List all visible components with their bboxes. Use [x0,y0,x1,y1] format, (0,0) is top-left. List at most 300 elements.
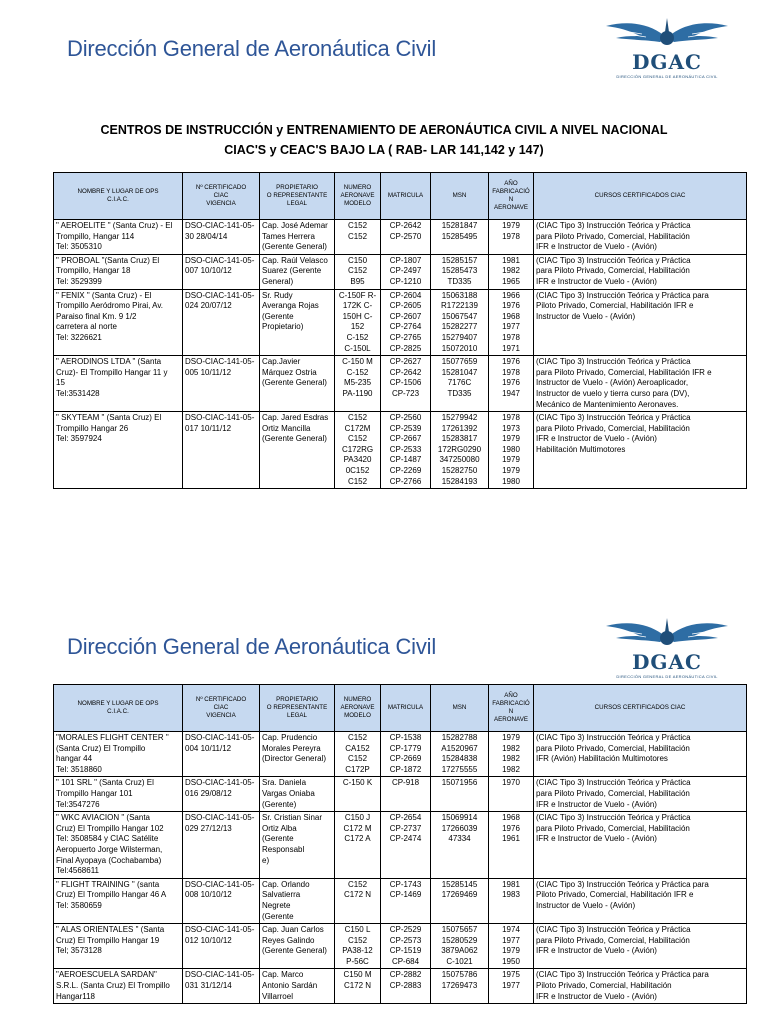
name-cell [54,412,183,489]
msn-cell-line: 347250080 [439,455,480,465]
column-header-line: AERONAVE [340,192,375,199]
registration-cell-line: CP-2539 [389,423,422,433]
courses-cell-line: para Piloto Privado, Comercial, Habilitación [536,423,690,433]
registration-cell-line: CP-1519 [389,946,422,956]
aircraft-model-cell-line: C152 [347,935,368,945]
msn-cell-line: 15069914 [441,813,478,823]
name-cell-line: hangar 44 [56,754,93,764]
logo-wordmark: DGAC [632,650,702,674]
aircraft-model-cell-line: C152 [347,476,368,486]
registration-cell [381,254,431,289]
name-cell-line: "AEROESCUELA SARDAN" [56,970,157,980]
aircraft-model-cell-line: CA152 [345,743,370,753]
owner-cell-line: Cap. Raúl Velasco [262,255,328,265]
column-header [534,173,747,220]
aircraft-model-cell-line: C172M [344,423,371,433]
courses-cell-line: IFR (Avión) Habilitación Multimotores [536,754,668,764]
year-cell-line: 1982 [502,754,520,764]
year-cell-line: 1980 [502,476,520,486]
courses-cell [534,289,747,356]
certificate-cell-line: DSO-CIAC-141-05- [185,778,255,788]
year-cell-line: 1979 [502,434,520,444]
year-cell-line: 1980 [502,444,520,454]
ciac-table-page-2 [53,684,747,1004]
aircraft-model-cell-line: C152 [347,879,368,889]
courses-cell-line: (CIAC Tipo 3) Instrucción Teórica y Práctica [536,413,691,423]
msn-cell-line: A1520967 [441,743,478,753]
year-cell-line: 1976 [502,823,520,833]
name-cell-line: " SKYTEAM " (Santa Cruz) El [56,413,162,423]
year-cell-line: 1979 [502,733,520,742]
registration-cell-line: CP-2642 [389,221,422,230]
name-cell-line: Final Ayopaya (Cochabamba) [56,855,162,865]
aircraft-model-cell-line: C152 [347,413,368,423]
courses-cell-line: para Piloto Privado, Comercial, Habilitación [536,743,690,753]
column-header [183,173,260,220]
courses-cell [534,732,747,777]
name-cell-line: " AERODINOS LTDA " (Santa [56,357,162,367]
wings-icon [602,614,732,654]
year-cell [489,878,534,923]
aircraft-model-cell [335,777,381,812]
year-cell-line: 1965 [502,276,520,286]
year-cell-line: 1968 [502,311,520,321]
column-header-line: O REPRESENTANTE [266,704,328,711]
table-row [54,812,747,879]
registration-cell-line: CP-1743 [389,879,422,889]
owner-cell-line: Antonio Sardán [262,981,318,991]
certificate-cell-line: DSO-CIAC-141-05- [185,733,255,742]
year-cell-line: 1982 [502,764,520,774]
name-cell-line: carretera al norte [56,322,117,332]
owner-cell-line: (Gerente [262,311,294,321]
owner-cell-line: Negrete [262,900,291,910]
aircraft-model-cell-line: PA-1190 [342,388,373,398]
name-cell [54,878,183,923]
name-cell-line: Tel: 3505310 [56,242,102,252]
table-row [54,777,747,812]
certificate-cell-line: 008 10/10/12 [185,890,232,900]
name-cell-line: Tel:4568611 [56,866,99,876]
table-row [54,220,747,255]
certificate-cell-line: DSO-CIAC-141-05- [185,970,255,980]
column-header-line: FABRICACIÓ [492,700,530,707]
name-cell-line: Trompillo, Hangar 114 [56,231,135,241]
name-cell-line: Cruz) El Trompillo Hangar 19 [56,935,160,945]
registration-cell-line: CP-1779 [389,743,422,753]
msn-cell-line: 15075657 [441,925,478,935]
courses-cell-line: IFR e Instructor de Vuelo - (Avión) [536,946,657,956]
aircraft-model-cell [335,356,381,412]
courses-cell [534,924,747,969]
aircraft-model-cell [335,220,381,255]
name-cell-line: Cruz) El Trompillo Hangar 46 A [56,890,167,900]
certificate-cell [183,969,260,1004]
aircraft-model-cell [335,878,381,923]
year-cell-line: 1961 [502,834,520,844]
year-cell [489,969,534,1004]
certificate-cell [183,220,260,255]
year-cell-line: 1982 [502,266,520,276]
owner-cell-line: Suarez (Gerente [262,266,322,276]
courses-cell-line: para Piloto Privado, Comercial, Habilitación [536,266,690,276]
aircraft-model-cell-line: C172 N [343,981,372,991]
aircraft-model-cell [335,924,381,969]
registration-cell [381,924,431,969]
column-header [260,173,335,220]
msn-cell-line: C-1021 [446,956,473,966]
owner-cell-line: Cap. Orlando [262,879,310,889]
aircraft-model-cell-line: PA38-12 [342,946,373,956]
name-cell-line: " 101 SRL " (Santa Cruz) El [56,778,154,788]
certificate-cell-line: DSO-CIAC-141-05- [185,413,255,423]
owner-cell-line: Cap. Marco [262,970,304,980]
msn-cell-line: 17261392 [441,423,478,433]
aircraft-model-cell [335,969,381,1004]
courses-cell-line: para Piloto Privado, Comercial, Habilitación [536,935,690,945]
name-cell [54,254,183,289]
courses-cell-line: Instructor de Vuelo - (Avión) [536,311,636,321]
registration-cell-line: CP-918 [391,778,420,788]
courses-cell-line: (CIAC Tipo 3) Instrucción Teórica y Práctica [536,925,691,935]
registration-cell-line: CP-2607 [389,311,422,321]
name-cell-line: Cruz) El Trompillo Hangar 102 [56,823,164,833]
column-header-line: MSN [452,704,467,711]
year-cell-line: 1950 [502,956,520,966]
aircraft-model-cell-line: C150 M [343,970,372,980]
aircraft-model-cell-line: C172P [345,764,370,774]
year-cell-line: 1979 [502,946,520,956]
year-cell-line: 1983 [502,890,520,900]
msn-cell [431,924,489,969]
aircraft-model-cell-line: 172K C- [342,301,373,311]
owner-cell-line: Sr. Rudy [262,290,293,300]
column-header-line: AÑO [504,180,518,187]
name-cell-line: " WKC AVIACION " (Santa [56,813,150,823]
name-cell-line: Hangar118 [56,991,95,1001]
certificate-cell [183,924,260,969]
registration-cell-line: CP-2667 [389,434,422,444]
registration-cell-line: CP-2654 [389,813,422,823]
courses-cell-line: (CIAC Tipo 3) Instrucción Teórica y Práctica [536,778,691,788]
owner-cell-line: (Gerente General) [262,434,327,444]
owner-cell-line: Propietario) [262,322,304,332]
certificate-cell-line: 016 29/08/12 [185,788,232,798]
msn-cell-line: 15077659 [441,357,478,367]
column-header-line: NUMERO [343,184,372,191]
registration-cell [381,289,431,356]
name-cell-line: Tel: 3580659 [56,900,102,910]
column-header-line: C.I.A.C. [107,196,129,203]
column-header-line: NOMBRE Y LUGAR DE OPS [77,188,159,195]
certificate-cell [183,254,260,289]
courses-cell-line: (CIAC Tipo 3) Instrucción Teórica y Práctica para [536,290,709,300]
owner-cell [260,969,335,1004]
msn-cell-line: 15284838 [441,754,478,764]
msn-cell-line: 15072010 [441,343,478,353]
column-header [54,685,183,732]
table-header-row [54,685,747,732]
column-header-line: N [508,708,514,715]
owner-cell-line: General) [262,276,294,286]
registration-cell-line: CP-2497 [389,266,422,276]
name-cell [54,812,183,879]
courses-cell [534,777,747,812]
aircraft-model-cell-line: C150 J [344,813,371,823]
column-header-line: VIGENCIA [206,200,236,207]
owner-cell-line: Cap. Prudencio [262,733,318,742]
msn-cell-line: 17269469 [441,890,478,900]
year-cell-line: 1970 [502,778,520,788]
column-header-line: MATRICULA [387,192,424,199]
registration-cell-line: CP-684 [391,956,420,966]
aircraft-model-cell-line: C150 [347,255,368,265]
courses-cell-line: Piloto Privado, Comercial, Habilitación IFR e [536,301,694,311]
msn-cell [431,412,489,489]
certificate-cell-line: 031 31/12/14 [185,981,232,991]
registration-cell-line: CP-2627 [389,357,422,367]
name-cell [54,220,183,255]
name-cell-line: S.R.L. (Santa Cruz) El Trompillo [56,981,170,991]
msn-cell [431,812,489,879]
name-cell-line: Tel: 3597924 [56,434,102,444]
owner-cell-line: (Gerente [262,911,294,921]
year-cell-line: 1979 [502,466,520,476]
column-header-line: AÑO [504,692,518,699]
certificate-cell-line: DSO-CIAC-141-05- [185,290,255,300]
year-cell-line: 1981 [502,255,520,265]
registration-cell-line: CP-1538 [389,733,422,742]
registration-cell-line: CP-2533 [389,444,422,454]
registration-cell-line: CP-2882 [389,970,422,980]
certificate-cell-line: DSO-CIAC-141-05- [185,357,255,367]
year-cell-line: 1975 [502,970,520,980]
aircraft-model-cell [335,254,381,289]
certificate-cell-line: DSO-CIAC-141-05- [185,925,255,935]
aircraft-model-cell-line: C172 N [343,890,372,900]
year-cell-line: 1974 [502,925,520,935]
courses-cell [534,254,747,289]
registration-cell-line: CP-1872 [389,764,422,774]
owner-cell-line: Responsabl [262,844,305,854]
courses-cell-line: (CIAC Tipo 3) Instrucción Teórica y Práctica [536,813,691,823]
courses-cell [534,812,747,879]
name-cell-line: Trompillo, Hangar 18 [56,266,131,276]
msn-cell-line: 15282277 [441,322,478,332]
year-cell-line: 1977 [502,322,520,332]
column-header [183,685,260,732]
courses-cell-line: Mecánico de Mantenimiento Aeronaves. [536,399,679,409]
certificate-cell [183,289,260,356]
msn-cell-line: 17266039 [441,823,478,833]
name-cell-line: Tel: 3529399 [56,276,102,286]
registration-cell-line: CP-2269 [389,466,422,476]
name-cell [54,732,183,777]
logo-subtitle: DIRECCIÓN GENERAL DE AERONÁUTICA CIVIL [616,674,718,679]
owner-cell-line: Tames Herrera [262,231,315,241]
owner-cell-line: (Director General) [262,754,327,764]
dgac-logo [602,14,732,82]
msn-cell [431,356,489,412]
registration-cell [381,969,431,1004]
msn-cell-line: 15283817 [441,434,478,444]
column-header-line: N [508,196,514,203]
year-cell-line: 1976 [502,378,520,388]
certificate-cell-line: DSO-CIAC-141-05- [185,879,255,889]
msn-cell [431,777,489,812]
year-cell [489,254,534,289]
owner-cell [260,924,335,969]
courses-cell-line: (CIAC Tipo 3) Instrucción Teórica y Práctica [536,255,691,265]
aircraft-model-cell-line: C172RG [341,444,374,454]
name-cell-line: 15 [56,378,65,388]
column-header [335,173,381,220]
column-header-line: O REPRESENTANTE [266,192,328,199]
courses-cell-line: IFR e Instructor de Vuelo - (Avión) [536,799,657,809]
name-cell-line: Tel; 3573128 [56,946,102,956]
msn-cell-line: R1722139 [441,301,478,311]
name-cell-line: Cruz)- El Trompillo Hangar 11 y [56,367,168,377]
column-header-line: AERONAVE [340,704,375,711]
column-header [489,173,534,220]
document-title-line-1: CENTROS DE INSTRUCCIÓN y ENTRENAMIENTO DE AERONÁUTICA CIVIL A NIVEL NACIONAL [100,123,668,137]
msn-cell-line: 3879A062 [441,946,478,956]
aircraft-model-cell-line: C-150 K [342,778,373,788]
courses-cell-line: IFR e Instructor de Vuelo - (Avión) [536,834,657,844]
name-cell-line: Tel:3531428 [56,388,100,398]
msn-cell [431,254,489,289]
certificate-cell-line: 005 10/11/12 [185,367,232,377]
column-header-line: LEGAL [287,712,307,719]
owner-cell [260,254,335,289]
registration-cell-line: CP-2766 [389,476,422,486]
owner-cell-line: Cap. José Ademar [262,221,328,230]
table-row [54,356,747,412]
msn-cell-line: TD335 [447,276,472,286]
name-cell-line: Trompillo Hangar 101 [56,788,133,798]
column-header-line: CURSOS CERTIFICADOS CIAC [594,192,686,199]
aircraft-model-cell [335,812,381,879]
name-cell-line: " FENIX " (Santa Cruz) - El [56,290,152,300]
courses-cell-line: (CIAC Tipo 3) Instrucción Teórica y Práctica [536,221,691,230]
msn-cell-line: 17275555 [441,764,478,774]
name-cell [54,356,183,412]
aircraft-model-cell-line: C152 [347,266,368,276]
column-header-line: CIAC [213,704,229,711]
owner-cell-line: Reyes Galindo [262,935,315,945]
registration-cell-line: CP-2570 [389,231,422,241]
name-cell [54,924,183,969]
owner-cell [260,812,335,879]
name-cell-line: " ALAS ORIENTALES " (Santa [56,925,165,935]
column-header-line: MSN [452,192,467,199]
msn-cell-line: 7176C [447,378,472,388]
certificate-cell-line: 024 20/07/12 [185,301,232,311]
year-cell-line: 1966 [502,290,520,300]
msn-cell-line: 172RG0290 [437,444,482,454]
name-cell [54,969,183,1004]
registration-cell [381,777,431,812]
aircraft-model-cell-line: C-150 M [342,357,373,367]
name-cell-line: " FLIGHT TRAINING " (santa [56,879,160,889]
msn-cell-line: TD335 [447,388,472,398]
aircraft-model-cell-line: 150H C- [342,311,373,321]
certificate-cell [183,777,260,812]
column-header-line: MODELO [344,712,371,719]
owner-cell [260,777,335,812]
registration-cell [381,732,431,777]
owner-cell-line: Salvatierra [262,890,301,900]
column-header-line: VIGENCIA [206,712,236,719]
column-header-line: AERONAVE [494,204,528,211]
table-row [54,254,747,289]
year-cell [489,289,534,356]
owner-cell-line: Cap. Jared Esdras [262,413,329,423]
logo-subtitle: DIRECCIÓN GENERAL DE AERONÁUTICA CIVIL [616,74,718,79]
registration-cell-line: CP-2529 [389,925,422,935]
registration-cell-line: CP-2573 [389,935,422,945]
table-header-row [54,173,747,220]
registration-cell-line: CP-2765 [389,332,422,342]
msn-cell-line: 15279407 [441,332,478,342]
courses-cell-line: IFR e Instructor de Vuelo - (Avión) [536,991,657,1001]
ciac-table-page-1 [53,172,747,489]
name-cell-line: Aeropuerto Jorge Wilsterman, [56,844,163,854]
registration-cell-line: CP-2737 [389,823,422,833]
aircraft-model-cell-line: C152 [347,231,368,241]
column-header [381,173,431,220]
owner-cell-line: (Gerente General) [262,242,327,252]
registration-cell-line: CP-1469 [389,890,422,900]
document-title-line-2: CIAC'S y CEAC'S BAJO LA ( RAB- LAR 141,142 y 147) [224,143,544,157]
aircraft-model-cell-line: M5-235 [343,378,372,388]
courses-cell-line: IFR e Instructor de Vuelo - (Avión) [536,434,657,444]
wings-icon [602,14,732,54]
msn-cell-line: 15281847 [441,221,478,230]
table-row [54,878,747,923]
certificate-cell-line: 012 10/10/12 [185,935,232,945]
courses-cell [534,356,747,412]
certificate-cell-line: 029 27/12/13 [185,823,232,833]
owner-cell-line: Cap.Javier [262,357,301,367]
certificate-cell [183,812,260,879]
owner-cell [260,289,335,356]
aircraft-model-cell-line: C152 [347,221,368,230]
aircraft-model-cell-line: C150 L [344,925,371,935]
courses-cell-line: (CIAC Tipo 3) Instrucción Teórica y Práctica [536,733,691,742]
registration-cell-line: CP-2669 [389,754,422,764]
registration-cell-line: CP-1506 [389,378,422,388]
msn-cell [431,878,489,923]
registration-cell-line: CP-2642 [389,367,422,377]
owner-cell [260,412,335,489]
owner-cell-line: Cap. Juan Carlos [262,925,324,935]
owner-cell-line: Morales Pereyra [262,743,321,753]
courses-cell-line: para Piloto Privado, Comercial, Habilitación [536,231,690,241]
year-cell-line: 1947 [502,388,520,398]
document-page-2 [0,608,768,1024]
year-cell [489,812,534,879]
column-header [54,173,183,220]
name-cell [54,289,183,356]
aircraft-model-cell-line: C-150L [344,343,371,353]
registration-cell-line: CP-2764 [389,322,422,332]
aircraft-model-cell-line: C152 [347,754,368,764]
year-cell [489,412,534,489]
page-header-title: Dirección General de Aeronáutica Civil [67,36,437,61]
owner-cell-line: Márquez Ostria [262,367,317,377]
year-cell [489,777,534,812]
